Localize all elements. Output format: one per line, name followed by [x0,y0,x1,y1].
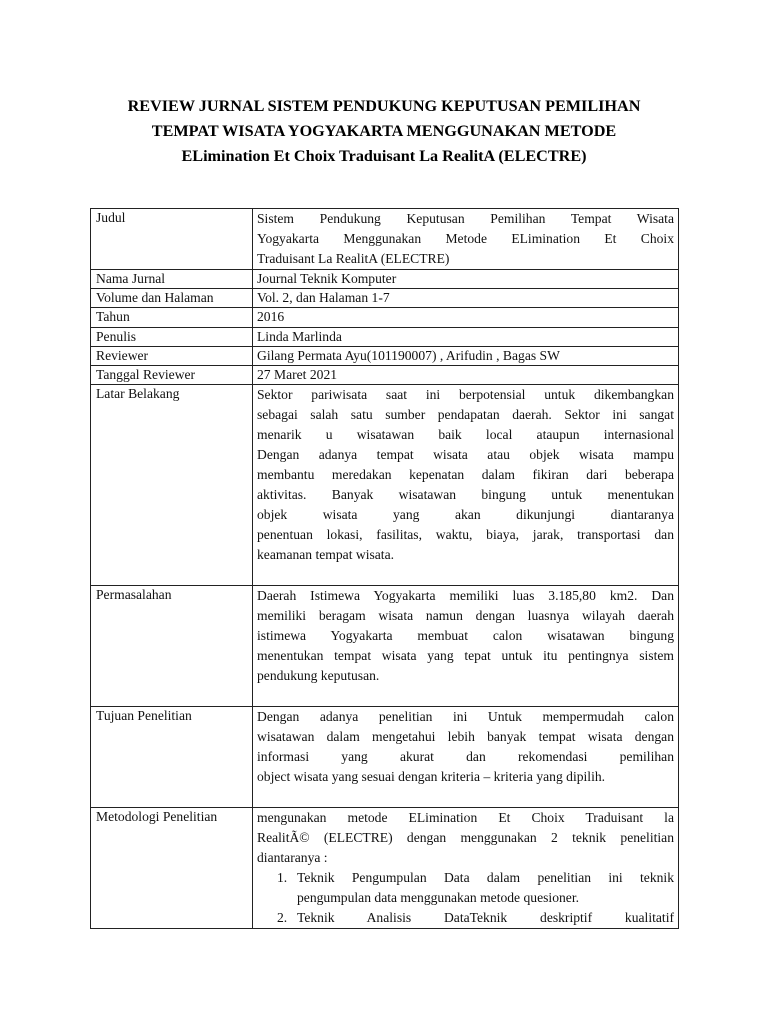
value-tujuan-penelitian [253,707,679,808]
row-tujuan-penelitian [91,707,679,808]
item-number: 2. [277,910,288,926]
spacer [257,787,674,807]
tujuan-line: wisatawan dalam mengetahui lebih banyak tempat wisata dengan [257,729,674,745]
label-tahun: Tahun [91,308,253,327]
latar-line: Dengan adanya tempat wisata atau objek wisata mampu [257,447,674,463]
label-text: Tujuan Penelitian [96,708,192,724]
row-tahun [91,308,679,327]
metodologi-line: mengunakan metode ELimination Et Choix Traduisant la [257,810,674,826]
row-judul [91,209,679,270]
judul-line: Sistem Pendukung Keputusan Pemilihan Tempat Wisata [257,211,674,226]
latar-line: aktivitas. Banyak wisatawan bingung untuk menentukan [257,487,674,503]
label-permasalahan [91,586,253,707]
label-latar-belakang [91,385,253,586]
title-line-2: TEMPAT WISATA YOGYAKARTA MENGGUNAKAN METODE [151,122,617,140]
review-table [90,208,679,929]
spacer [257,686,674,706]
row-metodologi-penelitian [91,808,679,929]
latar-line: sebagai salah satu sumber pendapatan daerah. Sektor ini sangat [257,407,674,423]
value-volume: Vol. 2, dan Halaman 1-7 [253,289,679,308]
label-tujuan-penelitian [91,707,253,808]
metodologi-item-2 [257,908,674,928]
value-tahun: 2016 [253,308,679,327]
permasalahan-line: memiliki beragam wisata namun dengan luasnya wilayah daerah [257,608,674,624]
label-judul [91,209,253,270]
value-judul [253,209,679,270]
tujuan-line: informasi yang akurat dan rekomendasi pemilihan [257,749,674,765]
judul-line: Yogyakarta Menggunakan Metode ELimination Et Choix [257,231,674,246]
value-permasalahan [253,586,679,707]
row-nama-jurnal [91,270,679,289]
value-tanggal-reviewer: 27 Maret 2021 [253,366,679,385]
label-text: Latar Belakang [96,386,180,402]
latar-line: Sektor pariwisata saat ini berpotensial untuk dikembangkan [257,387,674,403]
item-number: 1. [277,870,288,886]
item-line: Teknik Analisis DataTeknik deskriptif kualitatif [297,910,674,926]
label-text: Judul [96,210,126,225]
value-penulis: Linda Marlinda [253,327,679,346]
row-volume [91,289,679,308]
tujuan-line: Dengan adanya penelitian ini Untuk mempermudah calon [257,709,674,725]
spacer [257,565,674,585]
label-text: Metodologi Penelitian [96,809,218,825]
label-text: Permasalahan [96,587,172,603]
latar-line: penentuan lokasi, fasilitas, waktu, biaya, jarak, transportasi dan [257,527,674,543]
latar-line: keamanan tempat wisata. [257,547,395,563]
latar-line: menarik u wisatawan baik local ataupun internasional [257,427,674,443]
label-reviewer: Reviewer [91,346,253,365]
latar-line: objek wisata yang akan dikunjungi diantaranya [257,507,674,523]
value-metodologi-penelitian [253,808,679,929]
judul-line: Traduisant La RealitA (ELECTRE) [257,251,450,266]
permasalahan-line: Daerah Istimewa Yogyakarta memiliki luas 3.185,80 km2. Dan [257,588,674,604]
latar-line: membantu meredakan kepenatan dalam fikiran dari beberapa [257,467,674,483]
item-line: pengumpulan data menggunakan metode quesioner. [297,890,579,906]
tujuan-line: object wisata yang sesuai dengan kriteria – kriteria yang dipilih. [257,769,606,785]
row-latar-belakang [91,385,679,586]
value-latar-belakang [253,385,679,586]
value-reviewer: Gilang Permata Ayu(101190007) , Arifudin , Bagas SW [253,346,679,365]
permasalahan-line: menentukan tempat wisata yang tepat untuk itu pentingnya sistem [257,648,674,664]
title-line-3: ELimination Et Choix Traduisant La RealitA (ELECTRE) [181,147,587,165]
label-tanggal-reviewer: Tanggal Reviewer [91,366,253,385]
row-penulis [91,327,679,346]
value-nama-jurnal: Journal Teknik Komputer [253,270,679,289]
title-line-1: REVIEW JURNAL SISTEM PENDUKUNG KEPUTUSAN PEMILIHAN [127,97,641,115]
permasalahan-line: pendukung keputusan. [257,668,380,684]
document-title [60,94,708,169]
label-metodologi-penelitian [91,808,253,929]
metodologi-item-1 [257,868,674,908]
item-line: Teknik Pengumpulan Data dalam penelitian ini teknik [297,870,674,886]
metodologi-line: RealitÃ© (ELECTRE) dengan menggunakan 2 teknik penelitian [257,830,674,846]
label-penulis: Penulis [91,327,253,346]
label-volume: Volume dan Halaman [91,289,253,308]
row-reviewer [91,346,679,365]
label-nama-jurnal: Nama Jurnal [91,270,253,289]
row-permasalahan [91,586,679,707]
row-tanggal-reviewer [91,366,679,385]
metodologi-line: diantaranya : [257,850,328,866]
permasalahan-line: istimewa Yogyakarta membuat calon wisatawan bingung [257,628,674,644]
